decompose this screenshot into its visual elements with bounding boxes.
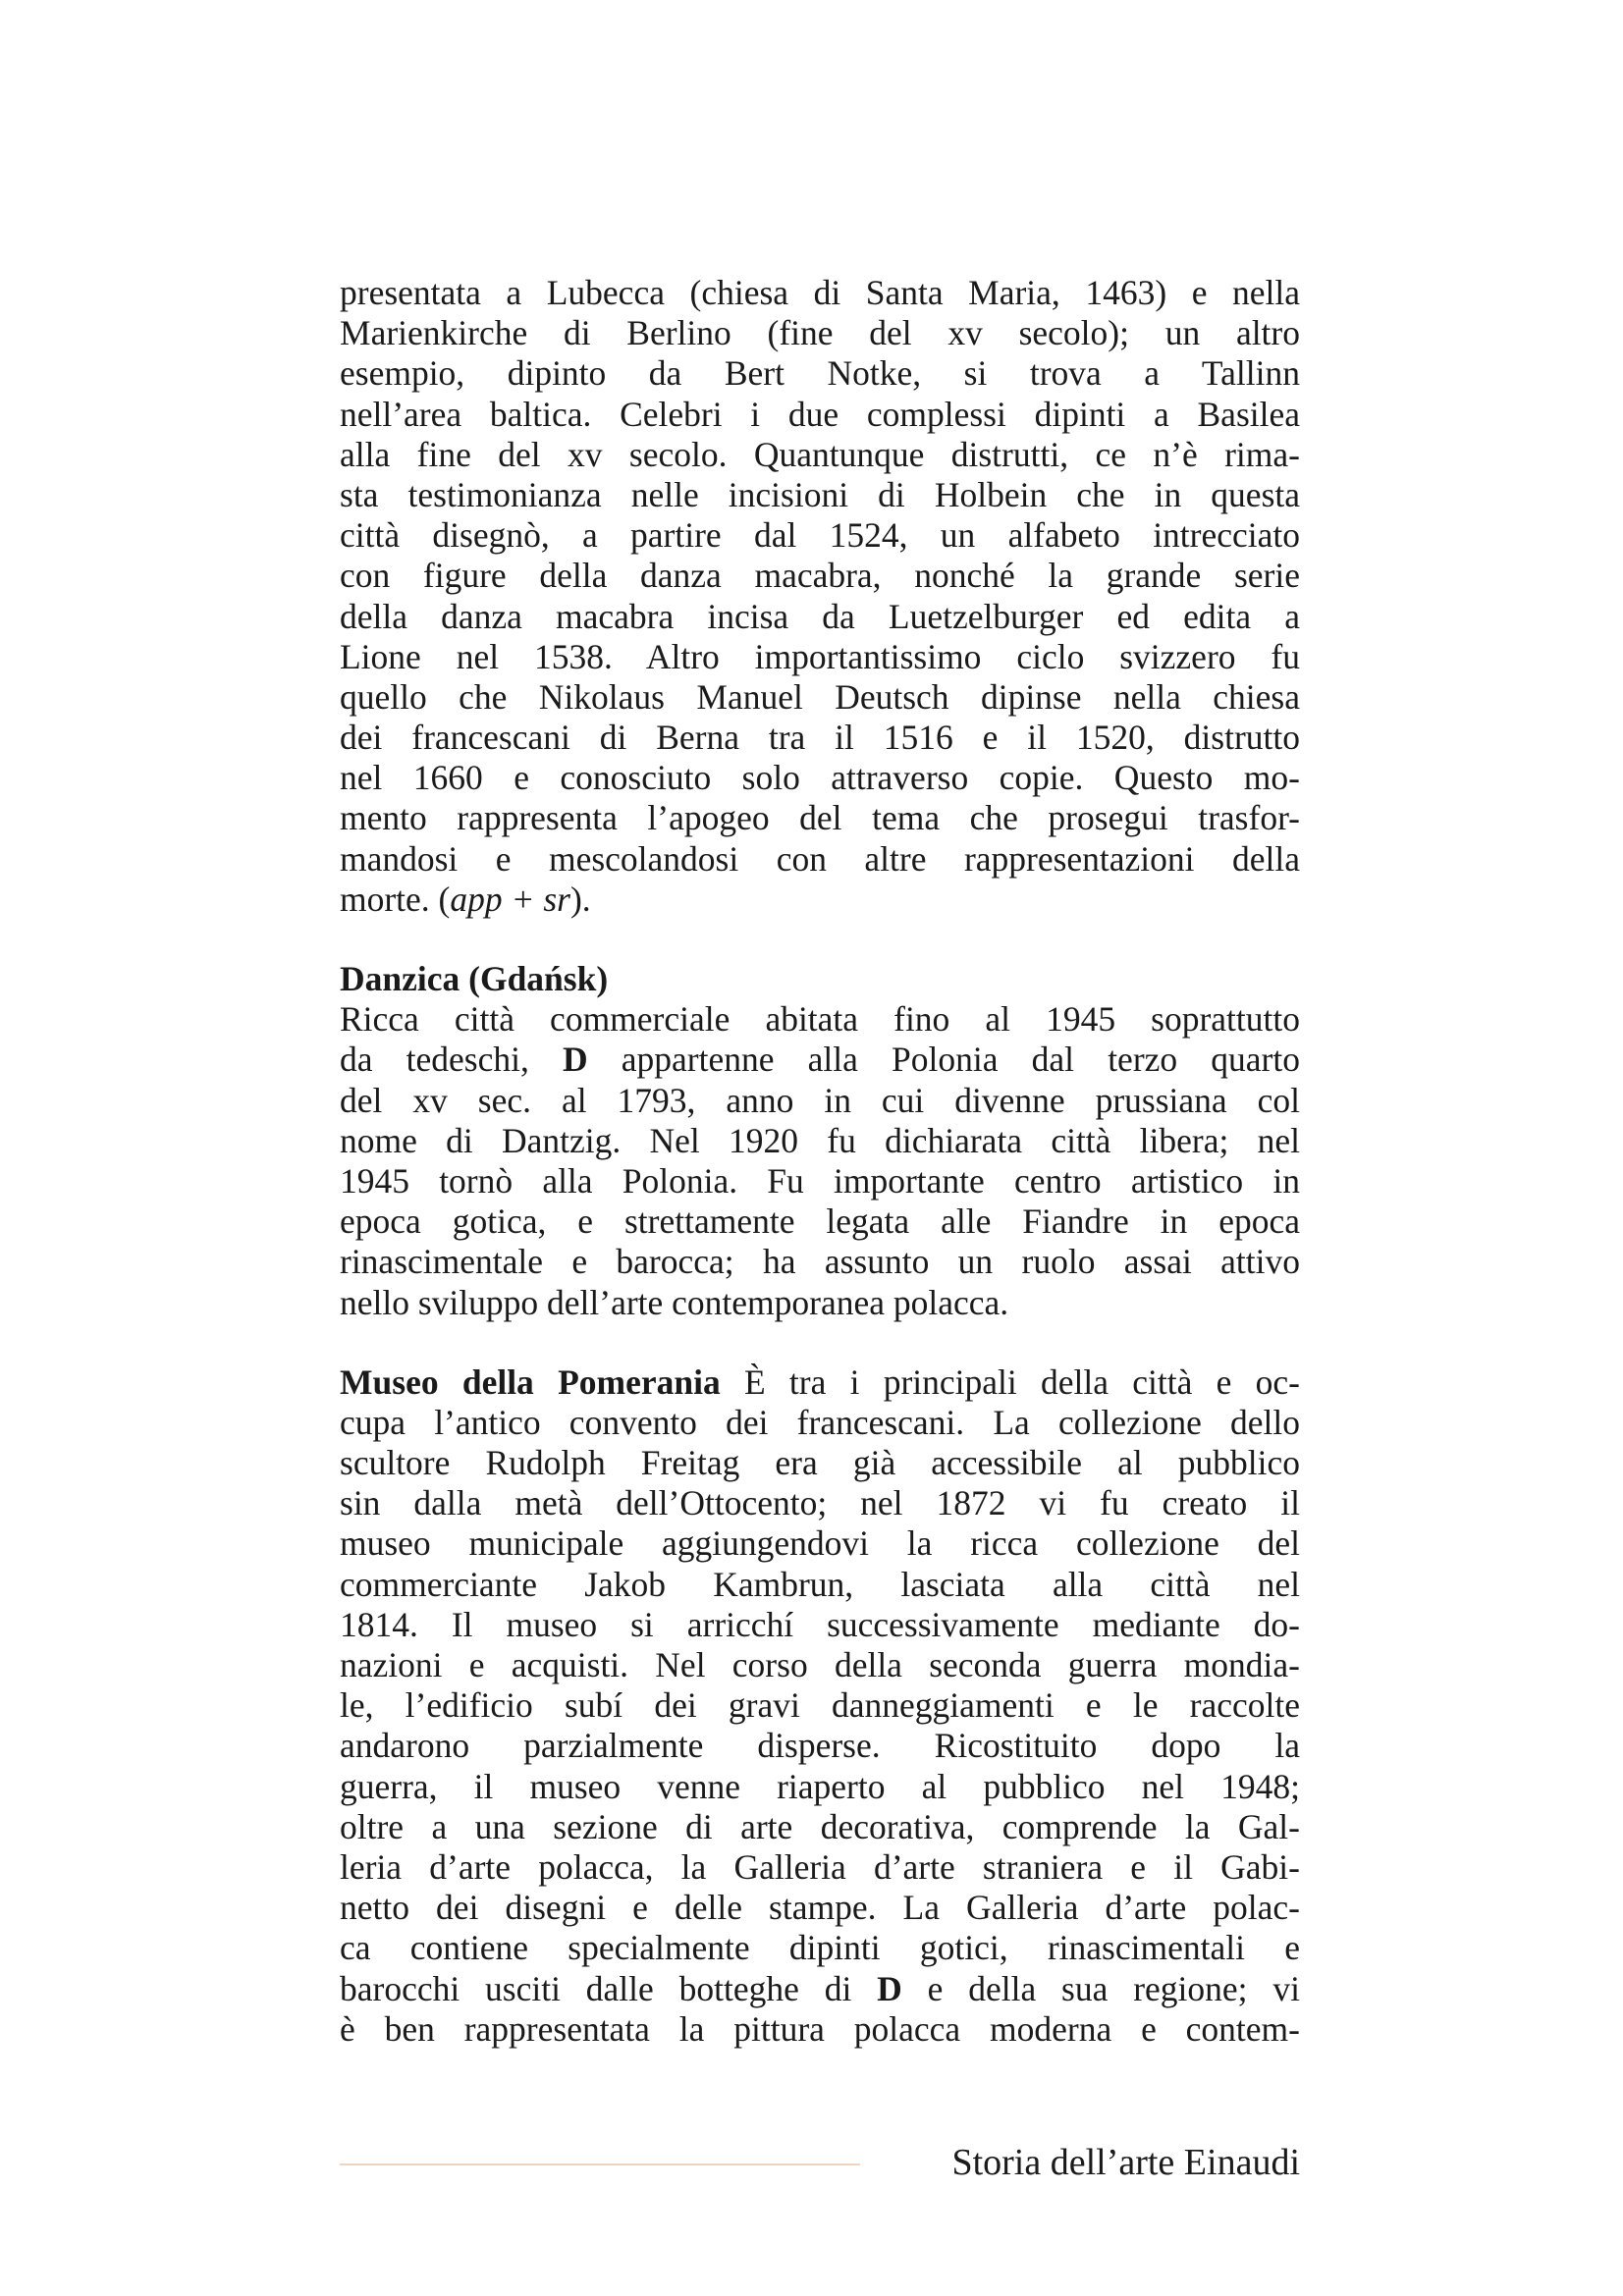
text-line: nel 1660 e conosciuto solo attraverso copie. Questo mo-: [340, 758, 1300, 798]
text-fragment: e della sua regione; vi: [901, 1968, 1300, 2008]
entry-heading: Danzica (Gdańsk): [340, 959, 609, 998]
text-line: nome di Dantzig. Nel 1920 fu dichiarata città libera; nel: [340, 1120, 1300, 1160]
text-line: oltre a una sezione di arte decorativa, comprende la Gal-: [340, 1806, 1300, 1846]
text-line: sta testimonianza nelle incisioni di Holbein che in questa: [340, 474, 1300, 514]
text-line: leria d’arte polacca, la Galleria d’arte straniera e il Gabi-: [340, 1846, 1300, 1887]
text-line: guerra, il museo venne riaperto al pubblico nel 1948;: [340, 1766, 1300, 1806]
text-line: presentata a Lubecca (chiesa di Santa Maria, 1463) e nella: [340, 273, 1300, 312]
text-line: nell’area baltica. Celebri i due complessi dipinti a Basilea: [340, 394, 1300, 434]
text-line: nazioni e acquisti. Nel corso della seconda guerra mondia-: [340, 1645, 1300, 1684]
text-line: museo municipale aggiungendovi la ricca collezione del: [340, 1523, 1300, 1564]
text-line: [340, 1969, 1300, 2009]
text-line-last: nello sviluppo dell’arte contemporanea polacca.: [340, 1282, 1009, 1322]
text-line: 1814. Il museo si arricchí successivamente mediante do-: [340, 1604, 1300, 1644]
text-line: netto dei disegni e delle stampe. La Galleria d’arte polac-: [340, 1888, 1300, 1928]
text-line: 1945 tornò alla Polonia. Fu importante centro artistico in: [340, 1160, 1300, 1201]
text-fragment: appartenne alla Polonia dal terzo quarto: [587, 1040, 1300, 1080]
text-line: quello che Nikolaus Manuel Deutsch dipinse nella chiesa: [340, 676, 1300, 717]
text-line: [340, 1362, 1300, 1403]
text-line: città disegnò, a partire dal 1524, un alfabeto intrecciato: [340, 515, 1300, 556]
text-line: rinascimentale e barocca; ha assunto un ruolo assai attivo: [340, 1242, 1300, 1282]
text-line: dei francescani di Berna tra il 1516 e il 1520, distrutto: [340, 718, 1300, 758]
text-fragment: barocchi usciti dalle botteghe di: [340, 1968, 878, 2008]
text-line: sin dalla metà dell’Ottocento; nel 1872 vi fu creato il: [340, 1483, 1300, 1523]
page-footer: [340, 2140, 1300, 2189]
text-fragment: morte. (: [340, 879, 451, 919]
footer-publication-title: Storia dell’arte Einaudi: [951, 2142, 1300, 2183]
main-text: [340, 273, 1300, 2050]
text-fragment: È tra i principali della città e oc-: [720, 1362, 1300, 1402]
text-line: Ricca città commerciale abitata fino al 1945 soprattutto: [340, 999, 1300, 1040]
text-line: le, l’edificio subí dei gravi danneggiamenti e le raccolte: [340, 1685, 1300, 1726]
footer-rule: [340, 2163, 860, 2165]
paragraph-gap: [340, 920, 1300, 959]
text-line: [340, 1040, 1300, 1080]
paragraph-gap: [340, 1323, 1300, 1362]
text-line: del xv sec. al 1793, anno in cui divenne prussiana col: [340, 1080, 1300, 1120]
text-line: con figure della danza macabra, nonché la grande serie: [340, 556, 1300, 596]
entry-museo-pomerania: [340, 1362, 1300, 2050]
text-line: è ben rappresentata la pittura polacca moderna e contem-: [340, 2008, 1300, 2049]
entry-danzica: [340, 959, 1300, 1323]
subentry-heading: Museo della Pomerania: [340, 1362, 721, 1402]
city-abbreviation: D: [563, 1040, 588, 1080]
text-line: Lione nel 1538. Altro importantissimo ciclo svizzero fu: [340, 636, 1300, 676]
text-line: commerciante Jakob Kambrun, lasciata alla città nel: [340, 1564, 1300, 1604]
text-line-last: [340, 880, 1300, 920]
text-line: cupa l’antico convento dei francescani. La collezione dello: [340, 1402, 1300, 1442]
text-fragment: da tedeschi,: [340, 1040, 563, 1080]
author-initials: app + sr: [450, 879, 570, 919]
text-line: mento rappresenta l’apogeo del tema che prosegui trasfor-: [340, 798, 1300, 838]
text-line: alla fine del xv secolo. Quantunque distrutti, ce n’è rima-: [340, 434, 1300, 474]
text-line: scultore Rudolph Freitag era già accessibile al pubblico: [340, 1443, 1300, 1483]
text-line: mandosi e mescolandosi con altre rappresentazioni della: [340, 838, 1300, 879]
text-line: della danza macabra incisa da Luetzelburger ed edita a: [340, 596, 1300, 636]
text-line: andarono parzialmente disperse. Ricostituito dopo la: [340, 1726, 1300, 1766]
text-line: esempio, dipinto da Bert Notke, si trova a Tallinn: [340, 353, 1300, 394]
text-line: epoca gotica, e strettamente legata alle Fiandre in epoca: [340, 1201, 1300, 1242]
text-line: ca contiene specialmente dipinti gotici, rinascimentali e: [340, 1928, 1300, 1968]
text-line: Marienkirche di Berlino (fine del xv secolo); un altro: [340, 313, 1300, 353]
paragraph-danza-macabra: [340, 273, 1300, 920]
city-abbreviation: D: [877, 1968, 902, 2008]
text-fragment: ).: [569, 879, 591, 919]
